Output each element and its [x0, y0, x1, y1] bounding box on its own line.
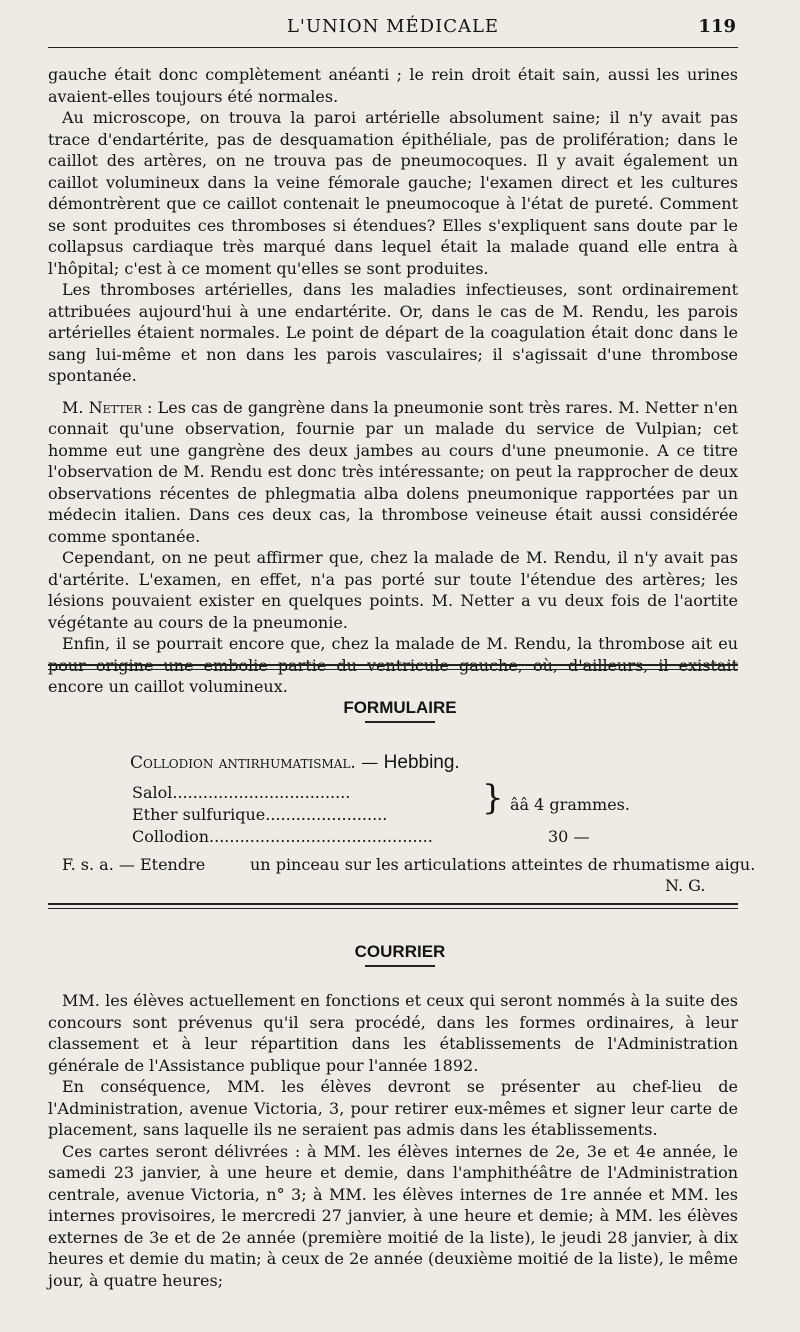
ingredient-name: Collodion	[132, 827, 210, 846]
ingredient-row	[132, 805, 387, 824]
courrier-title: COURRIER	[354, 942, 446, 961]
page-number: 119	[698, 16, 736, 37]
formulaire-title: FORMULAIRE	[343, 698, 457, 717]
signature: N. G.	[665, 876, 706, 895]
shared-quantity: ââ 4 grammes.	[510, 795, 630, 814]
netter-paragraph	[48, 397, 738, 548]
recipe-name: Collodion antirhumatismal.	[130, 753, 356, 773]
formulaire-heading	[0, 698, 800, 723]
page-header	[48, 10, 738, 44]
paragraph: Cependant, on ne peut affirmer que, chez la malade de M. Rendu, il n'y avait pas d'artérite. L'examen, en effet, n'a pas porté sur toute l'étendue des artères; les lésions pouvaient exister en quelques points. M. Netter a vu deux fois de l'aortite végétante au cours de la pneumonie.	[48, 548, 738, 632]
title-underline	[365, 965, 435, 967]
ingredient-quantity: 30 —	[548, 827, 590, 846]
paragraph: gauche était donc complètement anéanti ; le rein droit était sain, aussi les urines avaient-elles toujours été normales.	[48, 65, 738, 106]
courrier-heading	[0, 942, 800, 967]
ingredient-row	[132, 827, 433, 846]
section-divider	[48, 664, 738, 670]
paragraph-text: Les cas de gangrène dans la pneumonie sont très rares. M. Netter n'en connait qu'une observation, fournie par un malade du service de Vulpian; cet homme eut une gangrène des deux jambes au cours d'une pneumonie. A ce titre l'observation de M. Rendu est donc très intéressante; on peut la rapprocher de deux observations récentes de phlegmatia alba dolens pneumonique rapportées par un médecin italien. Dans ces deux cas, la thrombose veineuse était aussi considérée comme spontanée.	[48, 397, 738, 546]
section-divider	[48, 903, 738, 909]
header-rule	[48, 47, 738, 48]
instruction-text: un pinceau sur les articulations atteintes de rhumatisme aigu.	[250, 855, 756, 874]
paragraph: Enfin, il se pourrait encore que, chez la malade de M. Rendu, la thrombose ait eu pour origine une embolie partie du ventricule gauche, où, d'ailleurs, il existait encore un caillot volumineux.	[48, 634, 738, 696]
courrier-body	[48, 990, 738, 1291]
article-body	[48, 64, 738, 698]
paragraph: Les thromboses artérielles, dans les maladies infectieuses, sont ordinairement attribuées aujourd'hui à une endartérite. Or, dans le cas de M. Rendu, les parois artérielles étaient normales. Le point de départ de la coagulation était donc dans le sang lui-même et non dans les parois vasculaires; il s'agissait d'une thrombose spontanée.	[48, 280, 738, 385]
ingredient-name: Ether sulfurique	[132, 805, 266, 824]
paragraph: MM. les élèves actuellement en fonctions et ceux qui seront nommés à la suite des concours sont prévenus qu'il sera procédé, dans les formes ordinaires, à leur classement et à leur répartition dans les établissements de l'Administration générale de l'Assistance publique pour l'année 1892.	[48, 991, 738, 1075]
recipe-title	[130, 752, 460, 774]
recipe-dash: —	[361, 753, 379, 773]
ingredient-row	[132, 783, 350, 802]
title-underline	[365, 721, 435, 723]
brace-symbol: }	[482, 778, 504, 818]
paragraph: Ces cartes seront délivrées : à MM. les élèves internes de 2e, 3e et 4e année, le samedi 23 janvier, à une heure et demie, dans l'amphithéâtre de l'Administration centrale, avenue Victoria, n° 3; à MM. les élèves internes de 1re année et MM. les internes provisoires, le mercredi 27 janvier, à une heure et demie; à MM. les élèves externes de 3e et de 2e année (première moitié de la liste), le jeudi 28 janvier, à dix heures et demie du matin; à ceux de 2e année (deuxième moitié de la liste), le même jour, à quatre heures;	[48, 1141, 738, 1290]
leader-dots: ............................................	[209, 827, 433, 846]
recipe-author: Hebbing.	[383, 752, 460, 773]
paragraph: En conséquence, MM. les élèves devront se présenter au chef-lieu de l'Administration, avenue Victoria, 3, pour retirer eux-mêmes et signer leur carte de placement, sans laquelle ils ne seraient pas admis dans les établissements.	[48, 1077, 738, 1139]
running-title: L'UNION MÉDICALE	[286, 16, 500, 37]
leader-dots: ...................................	[172, 783, 351, 802]
leader-dots: ........................	[265, 805, 388, 824]
ingredient-name: Salol	[132, 783, 173, 802]
instruction-abbr: F. s. a. — Etendre	[62, 855, 206, 874]
paragraph: Au microscope, on trouva la paroi artérielle absolument saine; il n'y avait pas trace d'endartérite, pas de desquamation épithéliale, pas de prolifération; dans le caillot des artères, on ne trouva pas de pneumocoques. Il y avait également un caillot volumineux dans la veine fémorale gauche; l'examen direct et les cultures démontrèrent que ce caillot contenait le pneumocoque à l'état de pureté. Comment se sont produites ces thromboses si étendues? Elles s'expliquent sans doute par le collapsus cardiaque très marqué dans lequel était la malade quand elle entra à l'hôpital; c'est à ce moment qu'elles se sont produites.	[48, 108, 738, 278]
speaker-name: M. Netter :	[62, 397, 153, 417]
